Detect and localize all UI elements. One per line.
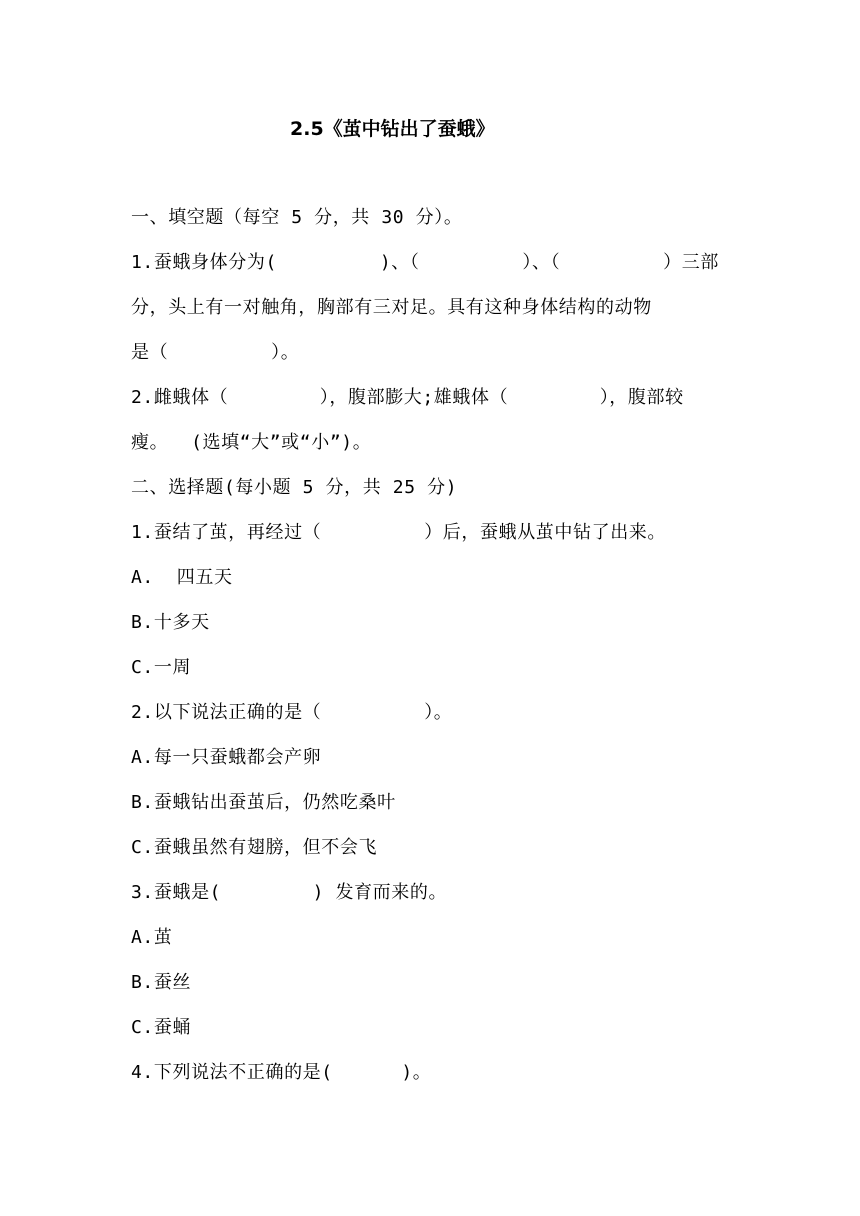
option-line: A.茧 (131, 927, 173, 948)
section-heading-fill-in-blank: 一、填空题（每空 5 分，共 30 分）。 (131, 207, 463, 228)
option-line: B.十多天 (131, 612, 210, 633)
question-line: 分，头上有一对触角，胸部有三对足。具有这种身体结构的动物 (131, 297, 652, 318)
document-title: 2.5《茧中钻出了蚕蛾》 (290, 118, 495, 140)
question-line: 4.下列说法不正确的是( )。 (131, 1062, 432, 1083)
question-line: 2.雌蛾体（ ），腹部膨大;雄蛾体（ ），腹部较 (131, 387, 684, 408)
question-line: 瘦。 (选填“大”或“小”)。 (131, 432, 372, 453)
question-line: 3.蚕蛾是( ) 发育而来的。 (131, 882, 448, 903)
option-line: B.蚕丝 (131, 972, 192, 993)
option-line: C.一周 (131, 657, 192, 678)
question-line: 1.蚕蛾身体分为( )、（ ）、（ ）三部 (131, 252, 719, 273)
question-line: 2.以下说法正确的是（ ）。 (131, 702, 453, 723)
option-line: C.蚕蛾虽然有翅膀，但不会飞 (131, 837, 378, 858)
option-line: A. 四五天 (131, 567, 233, 588)
option-line: A.每一只蚕蛾都会产卵 (131, 747, 322, 768)
question-line: 是（ ）。 (131, 342, 300, 363)
option-line: B.蚕蛾钻出蚕茧后，仍然吃桑叶 (131, 792, 396, 813)
question-line: 1.蚕结了茧，再经过（ ）后，蚕蛾从茧中钻了出来。 (131, 522, 667, 543)
option-line: C.蚕蛹 (131, 1017, 192, 1038)
section-heading-multiple-choice: 二、选择题(每小题 5 分，共 25 分) (131, 477, 458, 498)
